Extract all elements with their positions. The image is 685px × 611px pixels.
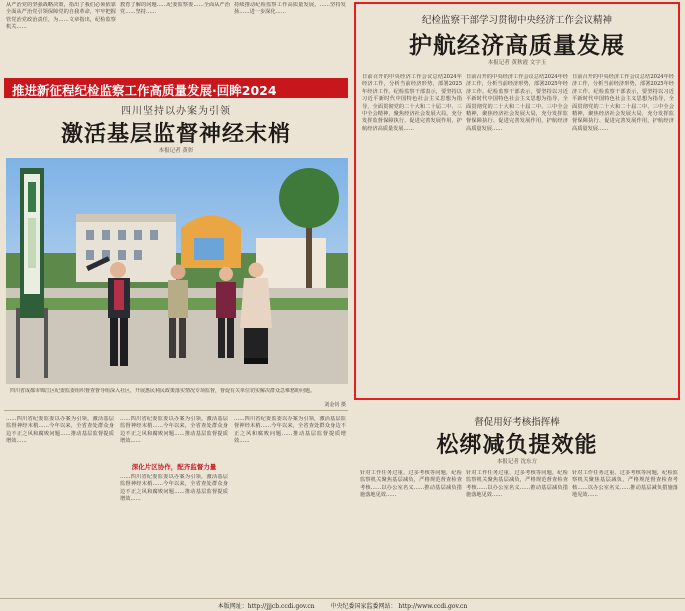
feature-headline: 护航经济高质量发展 xyxy=(409,32,625,59)
sichuan-body-col-3: ……四川省纪委监委以办案为引领，激活基层监督神经末梢……今年以来，全省查处群众身边不正之风和腐败问题……推动基层监督提质增效…… xyxy=(234,416,346,445)
sichuan-body-col-2: ……四川省纪委监委以办案为引领，激活基层监督神经末梢……今年以来，全省查处群众身边不正之风和腐败问题……推动基层监督提质增效…… xyxy=(120,416,228,445)
followup-body-col-1: 针对工作任务过重、过多考核等问题，纪检监察机关聚焦基层减负，严格规范督查检查考核……以办公室名义……推动基层减负措施落地见效…… xyxy=(360,470,462,499)
feature-kicker: 纪检监察干部学习贯彻中央经济工作会议精神 xyxy=(421,15,612,26)
sichuan-byline: 本报记者 黄彰 xyxy=(158,148,194,154)
section-banner xyxy=(4,78,348,98)
sichuan-headline: 激活基层监督神经末梢 xyxy=(60,121,291,147)
followup-body-col-3: 针对工作任务过重、过多考核等问题，纪检监察机关聚焦基层减负，严格规范督查检查考核……以办公室名义……推动基层减负措施落地见效…… xyxy=(572,470,678,499)
top-left-col-3: 持续推动纪检监察工作高质量发展，……坚持发扬……进一步深化…… xyxy=(234,2,346,16)
footer-ccdi-url[interactable]: http://www.ccdi.gov.cn xyxy=(398,603,468,610)
top-left-col-1: 从严治党的坚强战略决策，指出了我们必须依靠全面从严治党引领保障党的自我革命，牢牢把握管党治党政治责任，为……文章指出，纪检监察机关…… xyxy=(6,2,116,31)
footer-rule xyxy=(0,598,685,599)
feature-body-col-3: 日前召开的中央经济工作会议总结2024年经济工作，分析当前经济形势，部署2025年经济工作。纪检监察干部表示，要坚持以习近平新时代中国特色社会主义思想为指导，全面贯彻党的二十大和二十届二中、三中全会精神，聚焦经济社会发展大局，充分发挥监督保障执行、促进完善发展作用，护航经济高质量发展…… xyxy=(572,74,674,132)
feature-byline: 本报记者 黄秋霞 文字玉 xyxy=(487,60,547,66)
top-left-col-2: 教育了解的问题……纪委监察委……全面从严治党……坚持…… xyxy=(120,2,230,16)
section-divider xyxy=(4,410,348,411)
sichuan-kicker: 四川坚持以办案为引领 xyxy=(121,106,231,117)
photo-credit: 刘金钊 摄 xyxy=(324,402,346,408)
footer-ccdi-label: 中央纪委国家监委网站： xyxy=(330,603,397,610)
photo-caption: 四川省成都市锦江区纪委监委组织督查督导组深入社区，开展惠民利民政策落实情况专项监督，督促有关单位切实解决群众急难愁盼问题。 xyxy=(10,388,316,394)
footer-site-url[interactable]: 本版网址：http://jjjcb.ccdi.gov.cn xyxy=(217,603,315,610)
followup-byline: 本报记者 沈东方 xyxy=(496,459,538,465)
sichuan-body-col-2b: ……四川省纪委监委以办案为引领，激活基层监督神经末梢……今年以来，全省查处群众身边不正之风和腐败问题……推动基层监督提质增效…… xyxy=(120,474,228,503)
photo-illustration xyxy=(6,158,348,384)
sichuan-subhead: 深化片区协作，配齐监督力量 xyxy=(131,463,217,471)
section-banner-text: 推进新征程纪检监察工作高质量发展·回眸2024 xyxy=(12,83,277,98)
feature-body-col-1: 日前召开的中央经济工作会议总结2024年经济工作，分析当前经济形势，部署2025年经济工作。纪检监察干部表示，要坚持以习近平新时代中国特色社会主义思想为指导，全面贯彻党的二十大和二十届二中、三中全会精神，聚焦经济社会发展大局，充分发挥监督保障执行、促进完善发展作用，护航经济高质量发展…… xyxy=(362,74,462,132)
sichuan-body-col-1: ……四川省纪委监委以办案为引领，激活基层监督神经末梢……今年以来，全省查处群众身边不正之风和腐败问题……推动基层监督提质增效…… xyxy=(6,416,114,445)
feature-body-col-2: 日前召开的中央经济工作会议总结2024年经济工作，分析当前经济形势，部署2025年经济工作。纪检监察干部表示，要坚持以习近平新时代中国特色社会主义思想为指导，全面贯彻党的二十大和二十届二中、三中全会精神，聚焦经济社会发展大局，充分发挥监督保障执行、促进完善发展作用，护航经济高质量发展…… xyxy=(466,74,568,132)
followup-body-col-2: 针对工作任务过重、过多考核等问题，纪检监察机关聚焦基层减负，严格规范督查检查考核……以办公室名义……推动基层减负措施落地见效…… xyxy=(466,470,568,499)
followup-headline: 松绑减负提效能 xyxy=(436,432,598,458)
footer xyxy=(0,601,685,610)
news-photo xyxy=(6,158,348,384)
followup-kicker: 督促用好考核指挥棒 xyxy=(474,417,560,428)
